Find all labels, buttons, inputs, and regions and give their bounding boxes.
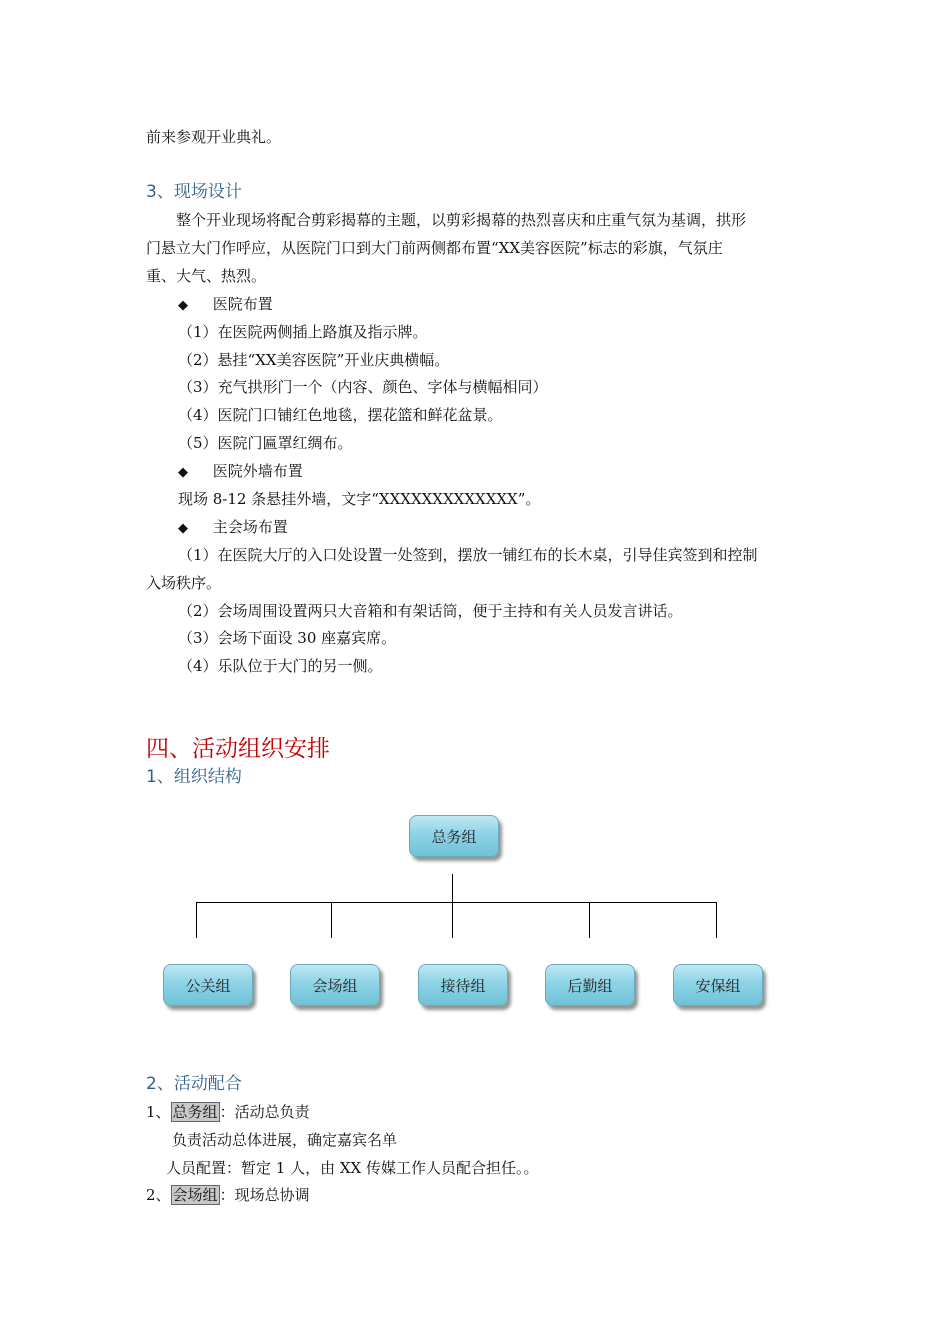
diamond-bullet-icon: ◆ — [178, 298, 188, 313]
org-connector — [716, 902, 717, 938]
list-item: （4）医院门口铺红色地毯，摆花篮和鲜花盆景。 — [178, 406, 503, 424]
entry-general-affairs — [146, 1102, 310, 1122]
org-connector — [452, 874, 453, 902]
org-child-box: 公关组 — [163, 964, 253, 1006]
list-item: （2）悬挂“XX美容医院”开业庆典横幅。 — [178, 351, 450, 369]
entry-detail: 人员配置：暂定 1 人，由 XX 传媒工作人员配合担任。。 — [166, 1159, 539, 1177]
entry-number: 2、 — [146, 1186, 171, 1204]
entry-role: ：现场总协调 — [219, 1186, 310, 1204]
section-3-para-line-2: 门悬立大门作呼应，从医院门口到大门前两侧都布置“XX美容医院”标志的彩旗，气氛庄 — [146, 239, 723, 257]
entry-number: 1、 — [146, 1103, 171, 1121]
org-child-box: 后勤组 — [545, 964, 635, 1006]
diamond-bullet-icon: ◆ — [178, 465, 188, 480]
org-child-box: 接待组 — [418, 964, 508, 1006]
org-connector — [196, 902, 717, 903]
org-connector — [589, 902, 590, 938]
section-4-heading: 四、活动组织安排 — [146, 736, 330, 762]
bullet-label: 医院布置 — [212, 295, 273, 313]
org-connector — [452, 902, 453, 938]
org-root-box: 总务组 — [409, 815, 499, 857]
org-structure-heading: 1、组织结构 — [146, 767, 242, 787]
bullet-label: 医院外墙布置 — [212, 462, 303, 480]
intro-line: 前来参观开业典礼。 — [146, 128, 282, 146]
list-item: （1）在医院大厅的入口处设置一处签到，摆放一铺红布的长木桌，引导佳宾签到和控制 — [178, 546, 758, 564]
diamond-bullet-icon: ◆ — [178, 521, 188, 536]
org-child-box: 会场组 — [290, 964, 380, 1006]
group-tag: 会场组 — [172, 1186, 218, 1204]
entry-detail: 负责活动总体进展，确定嘉宾名单 — [172, 1131, 398, 1149]
list-item: （3）会场下面设 30 座嘉宾席。 — [178, 629, 397, 647]
section-3-heading: 3、现场设计 — [146, 182, 242, 202]
section-3-para-line-1: 整个开业现场将配合剪彩揭幕的主题，以剪彩揭幕的热烈喜庆和庄重气氛为基调，拱形 — [176, 211, 747, 229]
coordination-heading: 2、活动配合 — [146, 1074, 242, 1094]
bullet-hospital-layout — [178, 294, 273, 316]
bullet-label: 主会场布置 — [212, 518, 288, 536]
list-item: （1）在医院两侧插上路旗及指示牌。 — [178, 323, 428, 341]
section-3-para-line-3: 重、大气、热烈。 — [146, 267, 267, 285]
list-item: （5）医院门匾罩红绸布。 — [178, 434, 353, 452]
list-item: （3）充气拱形门一个（内容、颜色、字体与横幅相同） — [178, 378, 548, 396]
org-connector — [331, 902, 332, 938]
list-item: （2）会场周围设置两只大音箱和有架话筒，便于主持和有关人员发言讲话。 — [178, 602, 683, 620]
org-child-box: 安保组 — [673, 964, 763, 1006]
entry-venue — [146, 1185, 310, 1205]
entry-role: ：活动总负责 — [219, 1103, 310, 1121]
bullet-main-venue — [178, 517, 288, 539]
list-item: （4）乐队位于大门的另一侧。 — [178, 657, 383, 675]
wall-text: 现场 8-12 条悬挂外墙，文字“XXXXXXXXXXXXX”。 — [178, 490, 541, 508]
list-item-continued: 入场秩序。 — [146, 574, 222, 592]
group-tag: 总务组 — [172, 1103, 218, 1121]
bullet-wall-layout — [178, 461, 303, 483]
org-connector — [196, 902, 197, 938]
